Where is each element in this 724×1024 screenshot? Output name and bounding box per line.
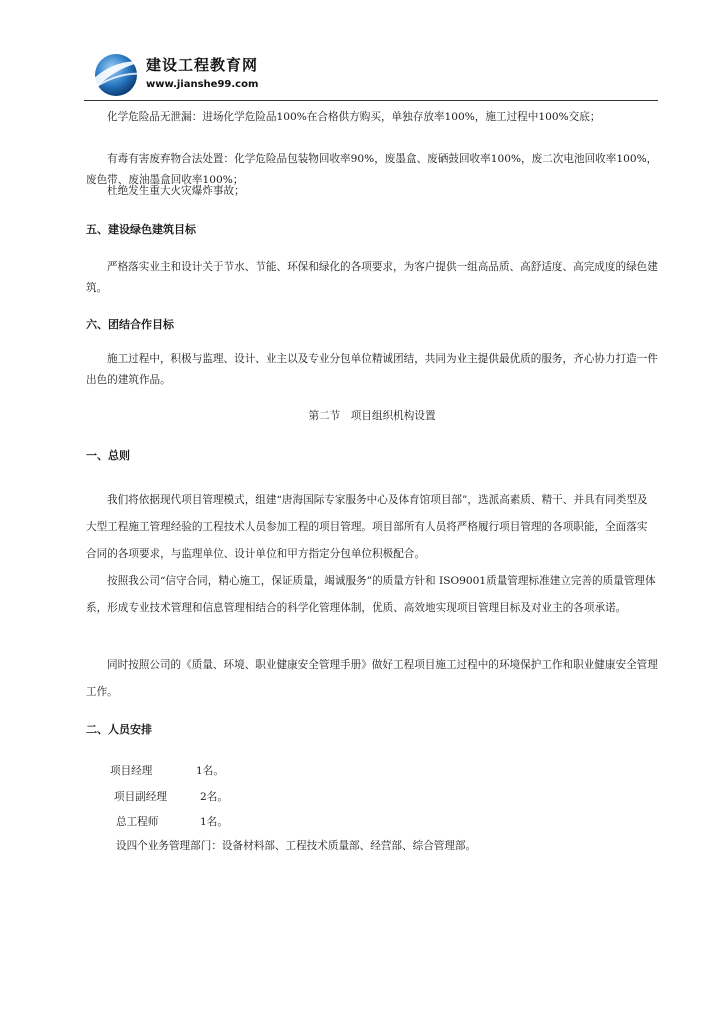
heading-general: 一、总则	[86, 449, 130, 462]
page-header	[84, 48, 658, 102]
staff-count: 1名。	[200, 816, 228, 828]
heading-green-building: 五、建设绿色建筑目标	[86, 223, 196, 236]
paragraph-general-1: 我们将依据现代项目管理模式，组建“唐海国际专家服务中心及体育馆项目部”，选派高素质、精干、并具有同类型及大型工程施工管理经验的工程技术人员参加工程的项目管理。项目部所有人员将严格履行项目管理的各项职能，全面落实合同的各项要求，与监理单位、设计单位和甲方指定分包单位积极配合。	[86, 494, 648, 560]
paragraph-general-3: 同时按照公司的《质量、环境、职业健康安全管理手册》做好工程项目施工过程中的环境保护工作和职业健康安全管理工作。	[86, 659, 658, 698]
staff-role: 总工程师	[116, 816, 159, 828]
paragraph-hazmat: 化学危险品无泄漏：进场化学危险品100%在合格供方购买，单独存放率100%，施工过程中100%交底；	[107, 111, 601, 123]
globe-logo-icon	[84, 48, 146, 98]
paragraph-waste: 有毒有害废弃物合法处置：化学危险品包装物回收率90%，废墨盒、废硒鼓回收率100%，废二次电池回收率100%，废色带、废油墨盒回收率100%；	[86, 153, 658, 186]
staff-role: 项目副经理	[114, 791, 167, 803]
paragraph-fire: 杜绝发生重大火灾爆炸事故；	[107, 185, 245, 197]
section-title: 第二节 项目组织机构设置	[308, 410, 436, 422]
staff-count: 1名。	[196, 765, 224, 777]
paragraph-general-2: 按照我公司“信守合同，精心施工，保证质量，竭诚服务”的质量方针和 ISO9001质量管理标准建立完善的质量管理体系，形成专业技术管理和信息管理相结合的科学化管理体制，优质、高效地实现项目管理目标及对业主的各项承诺。	[86, 575, 656, 614]
heading-staffing: 二、人员安排	[86, 723, 152, 736]
staff-count: 2名。	[200, 791, 228, 803]
departments-line: 设四个业务管理部门：设备材料部、工程技术质量部、经营部、综合管理部。	[116, 840, 477, 852]
heading-teamwork: 六、团结合作目标	[86, 318, 174, 331]
paragraph-teamwork: 施工过程中，积极与监理、设计、业主以及专业分包单位精诚团结，共同为业主提供最优质的服务，齐心协力打造一件出色的建筑作品。	[86, 353, 658, 386]
staff-role: 项目经理	[110, 765, 153, 777]
site-name: 建设工程教育网	[146, 56, 259, 74]
header-divider	[84, 100, 658, 101]
paragraph-green-building: 严格落实业主和设计关于节水、节能、环保和绿化的各项要求，为客户提供一组高品质、高舒适度、高完成度的绿色建筑。	[86, 261, 658, 294]
site-url: www.jianshe99.com	[146, 79, 259, 90]
